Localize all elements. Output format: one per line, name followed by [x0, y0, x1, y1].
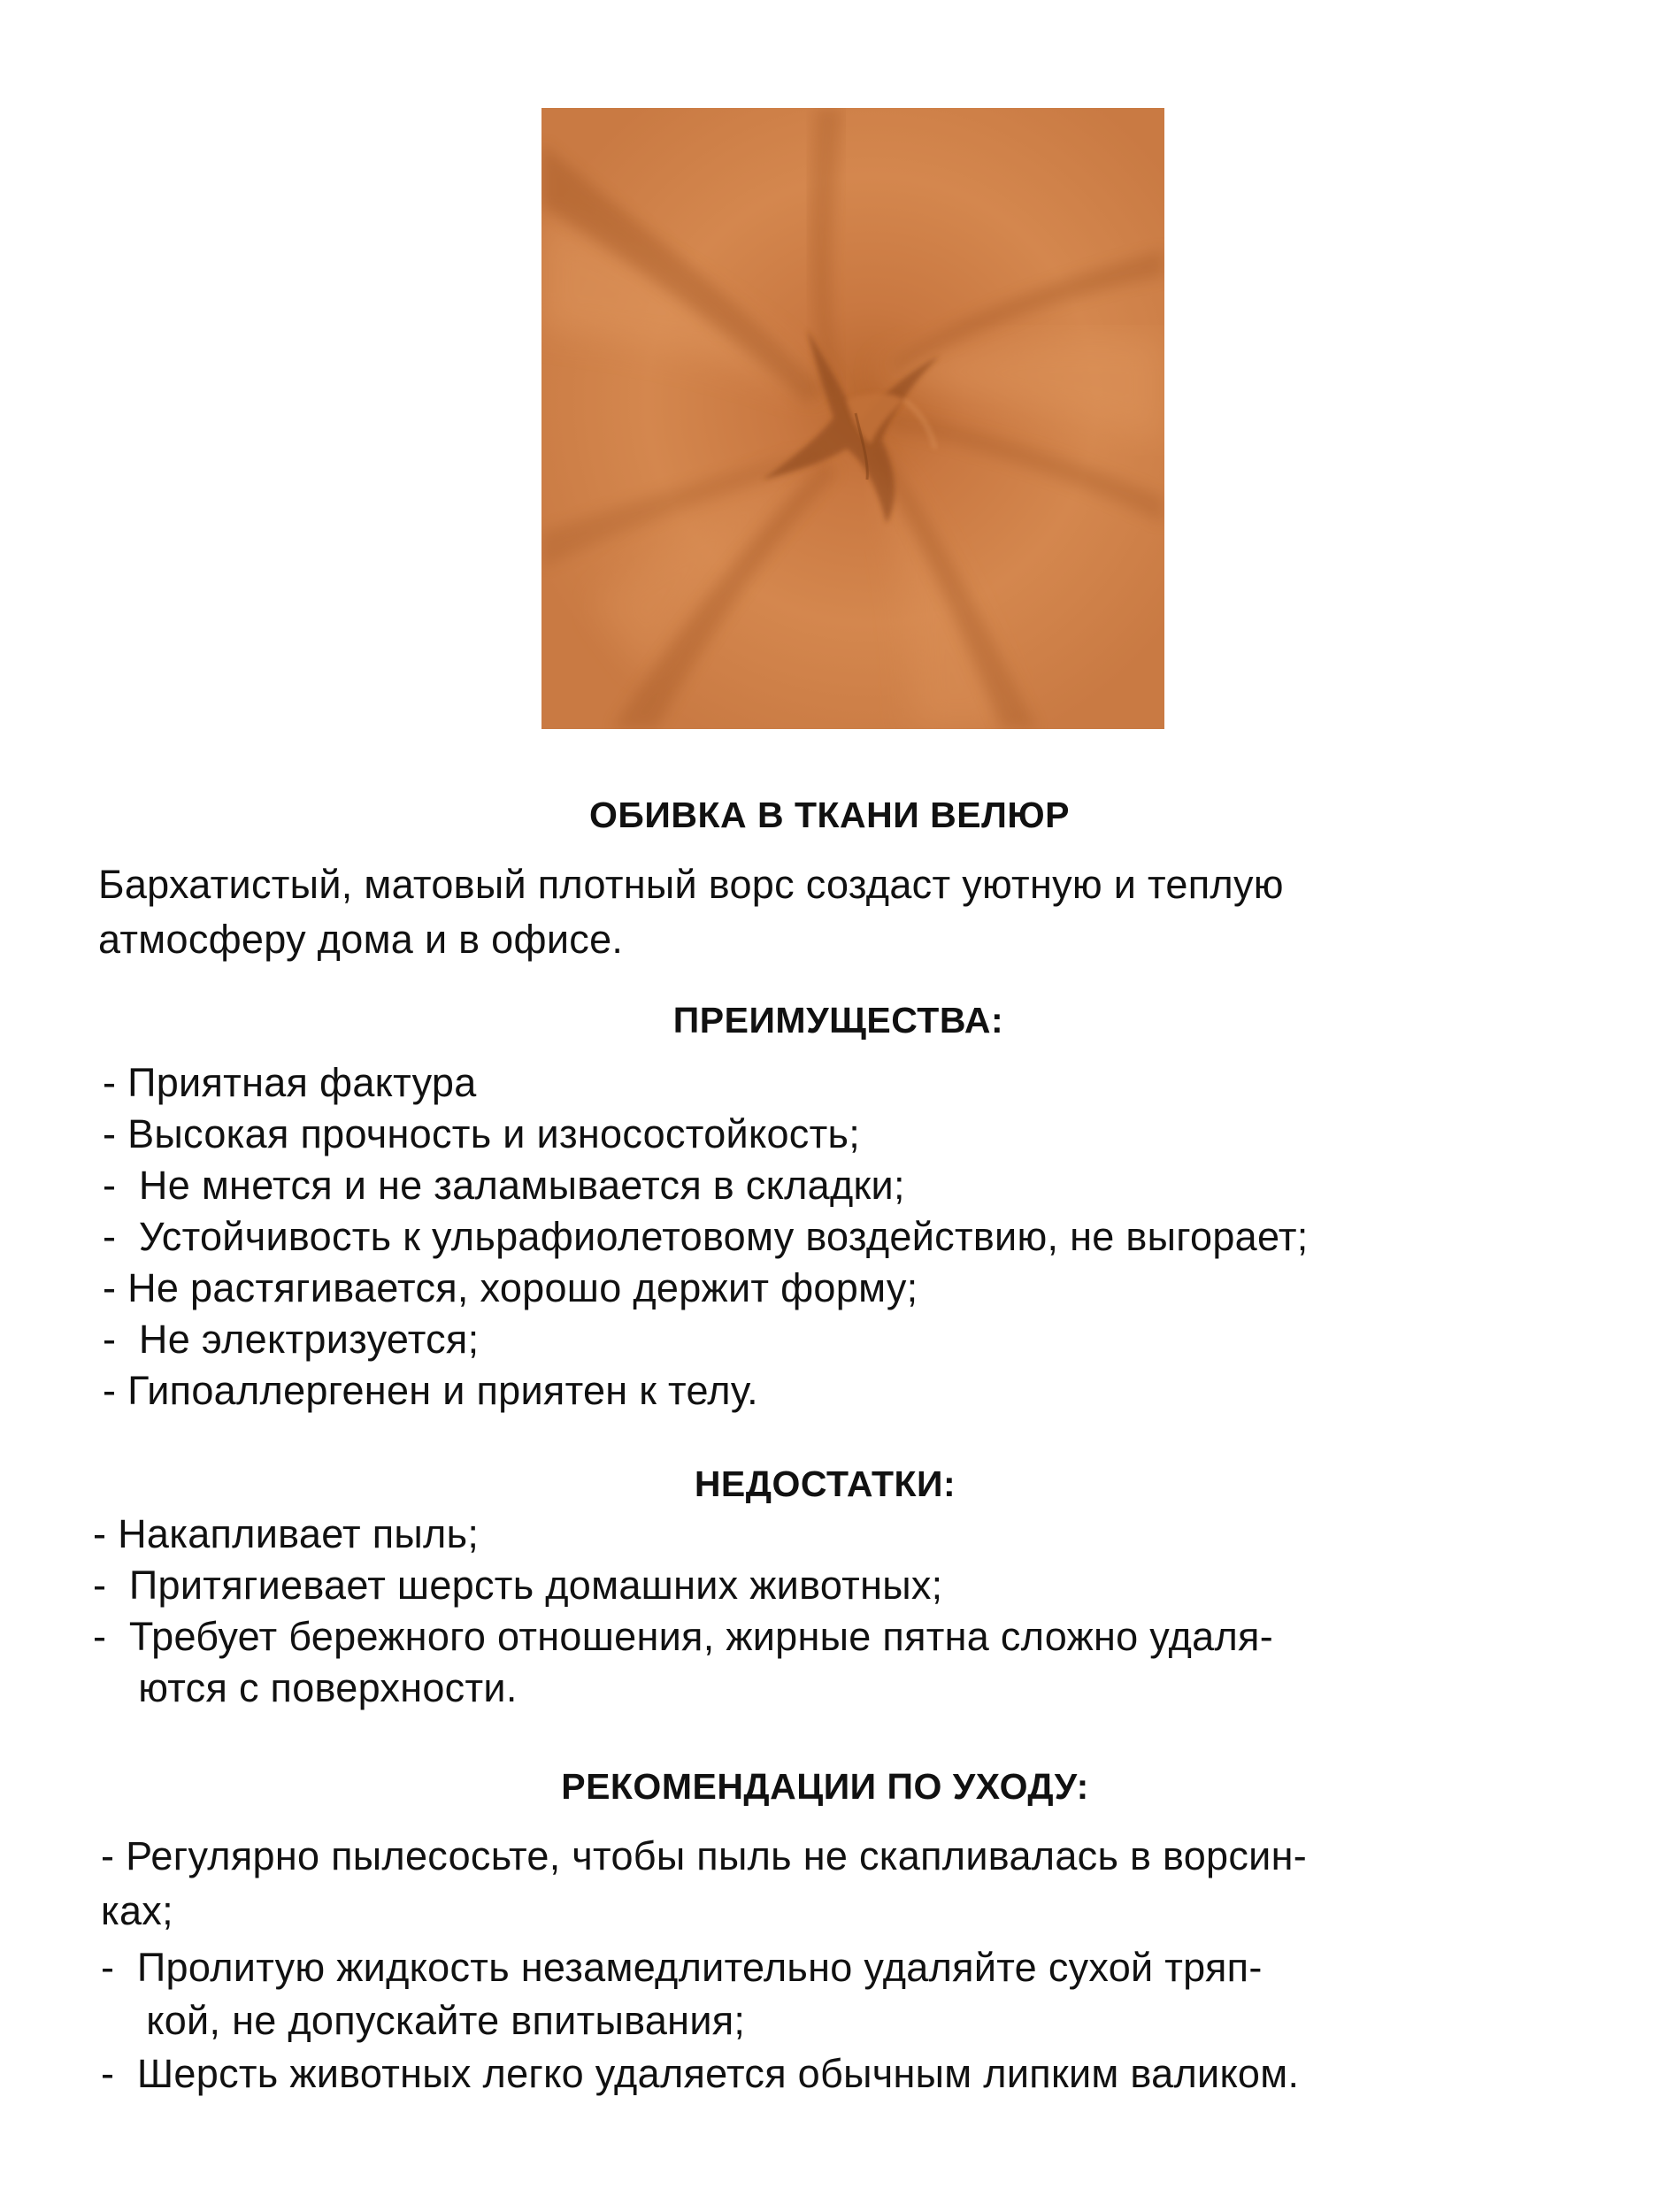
advantage-item: - Не электризуется; [103, 1317, 480, 1362]
advantage-item: - Не мнется и не заламывается в складки; [103, 1163, 905, 1208]
advantage-item: - Гипоаллергенен и приятен к телу. [103, 1368, 758, 1413]
disadvantage-item: - Требует бережного отношения, жирные пятна сложно удаля- [93, 1614, 1274, 1659]
velour-fabric-image [541, 108, 1164, 729]
fabric-swirl-illustration [541, 108, 1164, 729]
advantages-heading: ПРЕИМУЩЕСТВА: [672, 1000, 1004, 1041]
disadvantage-item: - Накапливает пыль; [93, 1511, 480, 1556]
care-item: кой, не допускайте впитывания; [101, 1998, 746, 2043]
advantage-item: - Устойчивость к ульрафиолетовому воздействию, не выгорает; [103, 1214, 1309, 1259]
care-item: ках; [101, 1888, 173, 1933]
care-item: - Регулярно пылесосьте, чтобы пыль не скапливалась в ворсин- [101, 1833, 1308, 1878]
care-heading: РЕКОМЕНДАЦИИ ПО УХОДУ: [561, 1766, 1089, 1807]
care-item: - Шерсть животных легко удаляется обычным липким валиком. [101, 2051, 1300, 2096]
advantage-item: - Высокая прочность и износостойкость; [103, 1111, 861, 1156]
intro-line: атмосферу дома и в офисе. [98, 917, 624, 962]
disadvantage-item: ются с поверхности. [93, 1665, 518, 1710]
page-title: ОБИВКА В ТКАНИ ВЕЛЮР [589, 795, 1070, 835]
disadvantages-heading: НЕДОСТАТКИ: [694, 1463, 956, 1504]
advantage-item: - Приятная фактура [103, 1060, 477, 1105]
disadvantage-item: - Притягиевает шерсть домашних животных; [93, 1563, 943, 1608]
care-item: - Пролитую жидкость незамедлительно удаляйте сухой тряп- [101, 1945, 1263, 1990]
intro-line: Бархатистый, матовый плотный ворс создаст уютную и теплую [98, 862, 1284, 907]
advantage-item: - Не растягивается, хорошо держит форму; [103, 1265, 918, 1310]
